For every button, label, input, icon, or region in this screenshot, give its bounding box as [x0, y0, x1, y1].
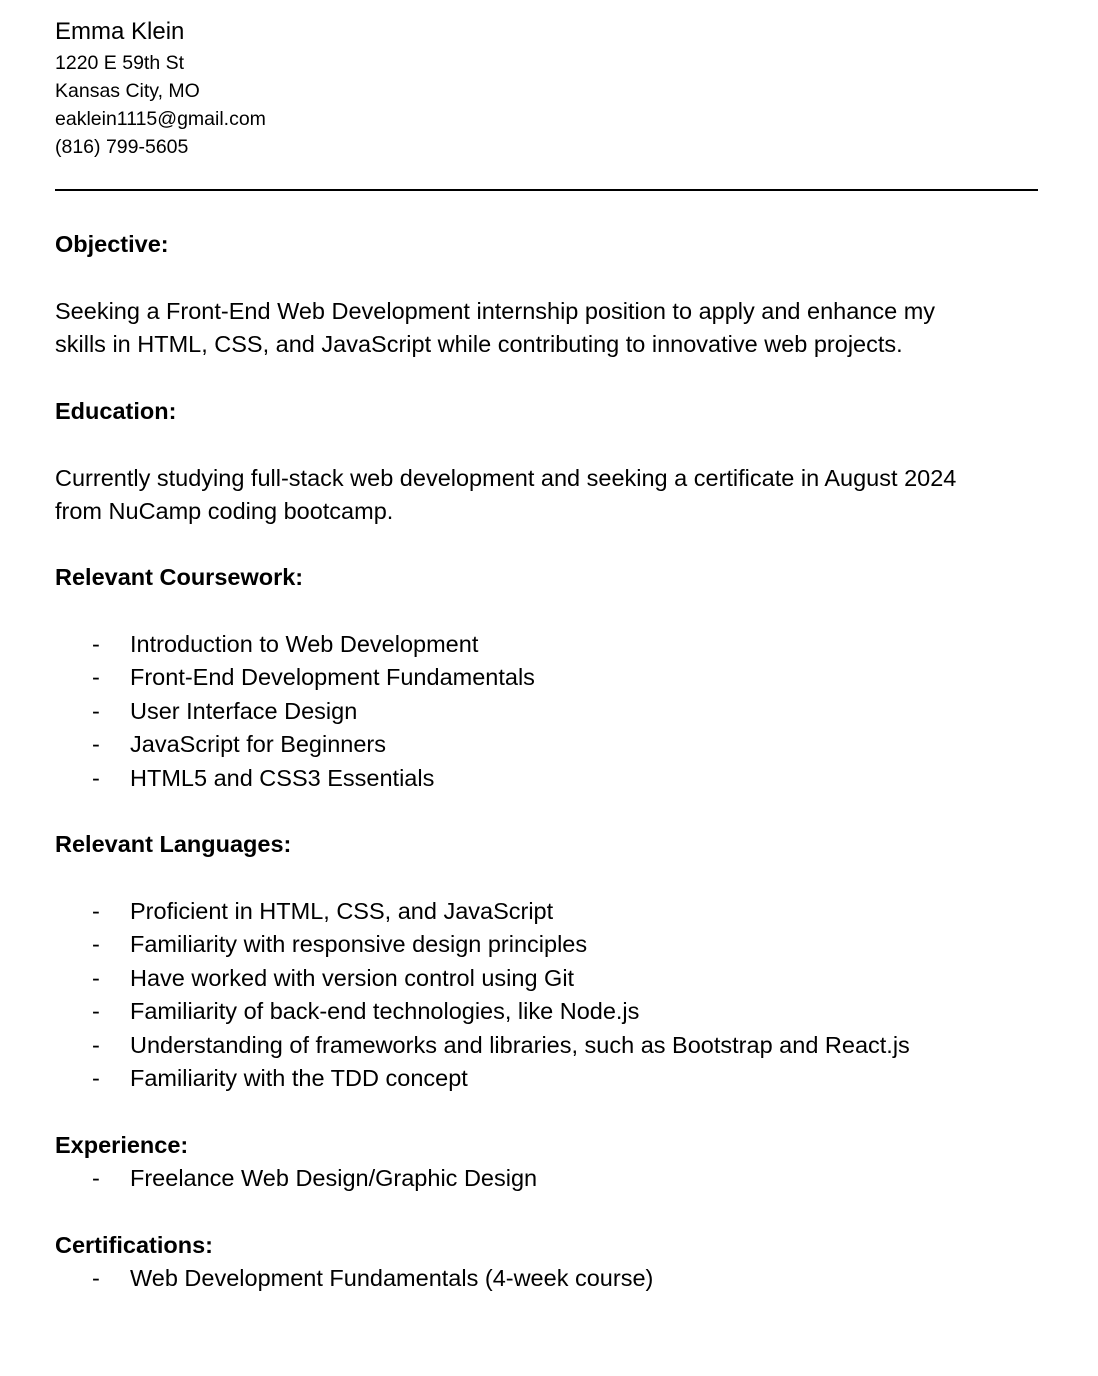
email-address: eaklein1115@gmail.com [55, 108, 266, 130]
bullet-dash: - [92, 964, 100, 991]
phone-number: (816) 799-5605 [55, 136, 189, 158]
education-line-1: Currently studying full-stack web development and seeking a certificate in August 2024 [55, 465, 957, 491]
address-city: Kansas City, MO [55, 80, 200, 102]
bullet-dash: - [92, 1064, 100, 1091]
languages-heading: Relevant Languages: [55, 831, 292, 857]
objective-line-2: skills in HTML, CSS, and JavaScript while contributing to innovative web projects. [55, 331, 903, 358]
bullet-dash: - [92, 1165, 100, 1191]
bullet-dash: - [92, 764, 100, 791]
education-line-2: from NuCamp coding bootcamp. [55, 498, 394, 525]
list-item-text: JavaScript for Beginners [130, 731, 387, 758]
education-heading: Education: [55, 398, 177, 424]
objective-text [55, 295, 1038, 362]
bullet-dash: - [92, 631, 100, 657]
list-item-text: Web Development Fundamentals (4-week course) [130, 1265, 654, 1291]
list-item-text: Proficient in HTML, CSS, and JavaScript [130, 898, 554, 924]
bullet-dash: - [92, 1031, 100, 1058]
experience-heading: Experience: [55, 1132, 189, 1158]
coursework-heading: Relevant Coursework: [55, 564, 304, 590]
bullet-dash: - [92, 731, 100, 758]
certifications-heading: Certifications: [55, 1232, 213, 1258]
list-item-text: Familiarity with the TDD concept [130, 1064, 468, 1091]
bullet-dash: - [92, 931, 100, 958]
list-item-text: Front-End Development Fundamentals [130, 664, 535, 691]
bullet-dash: - [92, 1265, 100, 1291]
bullet-dash: - [92, 998, 100, 1025]
objective-heading: Objective: [55, 231, 169, 257]
candidate-name: Emma Klein [55, 18, 185, 45]
education-text [55, 462, 1038, 529]
list-item-text: HTML5 and CSS3 Essentials [130, 764, 435, 791]
bullet-dash: - [92, 697, 100, 724]
list-item-text: Have worked with version control using Git [130, 964, 575, 991]
list-item-text: Familiarity with responsive design principles [130, 931, 588, 958]
list-item-text: Introduction to Web Development [130, 631, 479, 657]
address-street: 1220 E 59th St [55, 52, 185, 74]
objective-line-1: Seeking a Front-End Web Development internship position to apply and enhance my [55, 298, 936, 324]
list-item-text: User Interface Design [130, 697, 358, 724]
list-item-text: Freelance Web Design/Graphic Design [130, 1165, 538, 1191]
bullet-dash: - [92, 664, 100, 691]
list-item-text: Familiarity of back-end technologies, like Node.js [130, 998, 640, 1025]
bullet-dash: - [92, 898, 100, 924]
list-item-text: Understanding of frameworks and libraries, such as Bootstrap and React.js [130, 1031, 910, 1058]
header-divider [55, 189, 1038, 191]
